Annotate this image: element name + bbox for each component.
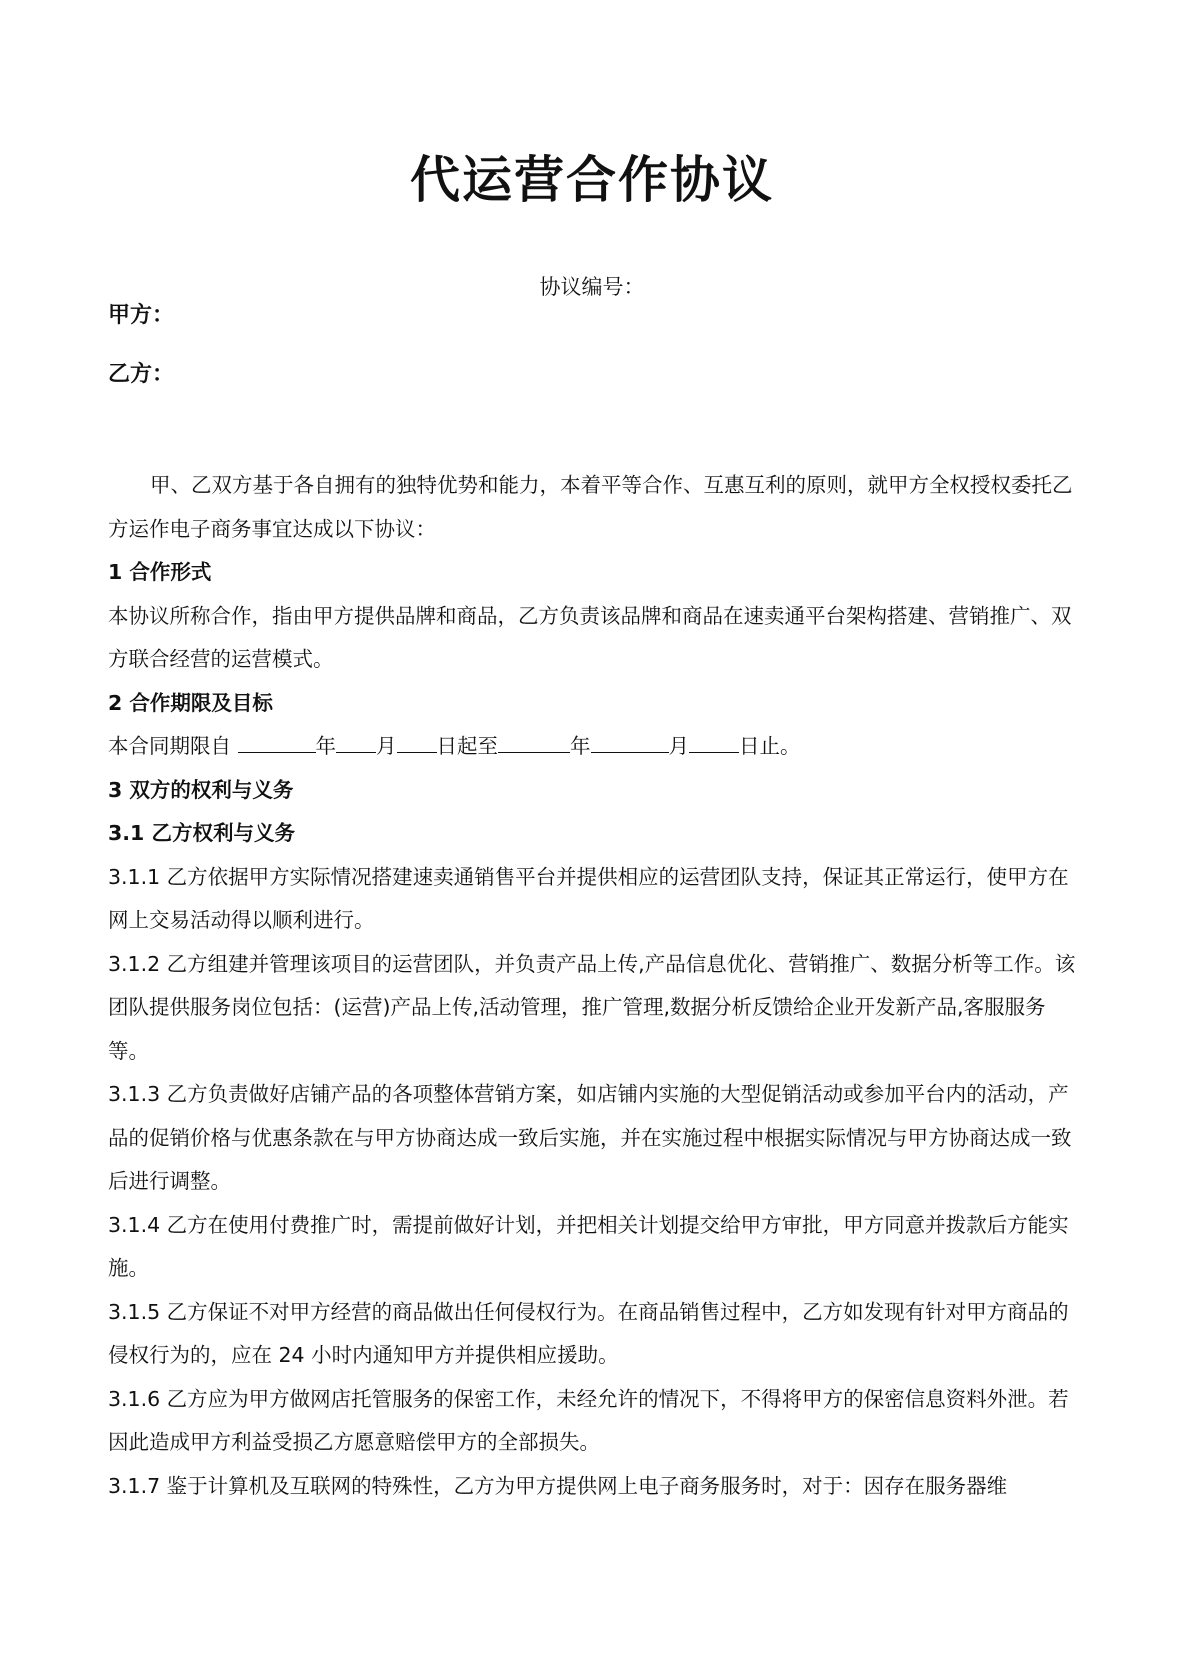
section-paragraph: 本协议所称合作，指由甲方提供品牌和商品，乙方负责该品牌和商品在速卖通平台架构搭建、营销推广、双方联合经营的运营模式。 [108,603,1072,671]
clause-paragraph: 3.1.2 乙方组建并管理该项目的运营团队，并负责产品上传,产品信息优化、营销推广、数据分析等工作。该团队提供服务岗位包括：(运营)产品上传,活动管理，推广管理,数据分析反馈给企业开发新产品,客服服务等。 [108,951,1076,1063]
month-label: 月 [376,734,397,758]
clause-paragraph: 3.1.3 乙方负责做好店铺产品的各项整体营销方案，如店铺内实施的大型促销活动或参加平台内的活动，产品的促销价格与优惠条款在与甲方协商达成一致后实施，并在实施过程中根据实际情况与甲方协商达成一致后进行调整。 [108,1082,1072,1193]
clause-paragraph: 3.1.6 乙方应为甲方做网店托管服务的保密工作，未经允许的情况下，不得将甲方的保密信息资料外泄。若因此造成甲方利益受损乙方愿意赔偿甲方的全部损失。 [108,1386,1069,1454]
clause-paragraph: 3.1.4 乙方在使用付费推广时，需提前做好计划，并把相关计划提交给甲方审批，甲方同意并拨款后方能实施。 [108,1212,1069,1280]
term-line [108,725,1078,769]
section-heading: 1 合作形式 [108,560,212,584]
clause-paragraph: 3.1.1 乙方依据甲方实际情况搭建速卖通销售平台并提供相应的运营团队支持，保证其正常运行，使甲方在网上交易活动得以顺利进行。 [108,864,1069,932]
day-blank [689,732,739,753]
clause-paragraph: 3.1.7 鉴于计算机及互联网的特殊性，乙方为甲方提供网上电子商务服务时，对于：因存在服务器维 [108,1473,1008,1498]
day-blank [397,732,437,753]
party-b-label: 乙方： [108,362,175,387]
intro-paragraph: 甲、乙双方基于各自拥有的独特优势和能力，本着平等合作、互惠互利的原则，就甲方全权授权委托乙方运作电子商务事宜达成以下协议： [108,473,1073,541]
section-heading: 3 双方的权利与义务 [108,777,294,802]
year-label: 年 [315,734,337,758]
month-label: 月 [668,734,690,758]
month-blank [336,732,376,753]
year-blank [498,732,570,753]
document-title: 代运营合作协议 [410,151,774,209]
party-a-label: 甲方： [108,303,175,328]
year-blank [238,732,316,753]
agreement-body [108,464,1078,1508]
year-label: 年 [570,734,591,758]
section-heading: 2 合作期限及目标 [108,690,273,715]
from-label: 日起至 [436,734,499,758]
clause-paragraph: 3.1.5 乙方保证不对甲方经营的商品做出任何侵权行为。在商品销售过程中，乙方如发现有针对甲方商品的侵权行为的，应在 24 小时内通知甲方并提供相应援助。 [108,1299,1069,1367]
agreement-number-label: 协议编号： [539,275,645,299]
term-prefix: 本合同期限自 [108,734,231,758]
subsection-heading: 3.1 乙方权利与义务 [108,821,295,845]
month-blank [591,732,669,753]
end-label: 日止。 [739,734,801,758]
